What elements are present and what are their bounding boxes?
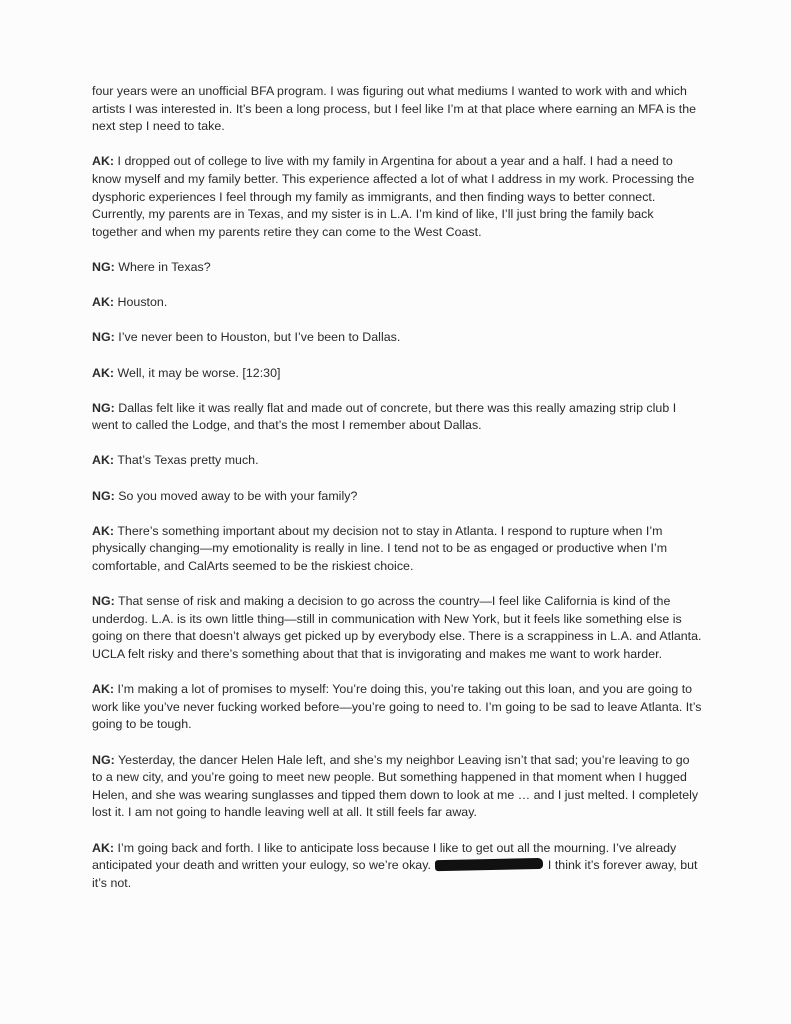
exchange-text: Dallas felt like it was really flat and made out of concrete, but there was this really amazing strip club I went to called the Lodge, and that’s the most I remember about Dallas. [92,400,677,433]
exchange-paragraph [92,452,702,470]
exchange-text: That’s Texas pretty much. [114,453,259,468]
redaction-mark [435,858,543,871]
exchange-text: I’m making a lot of promises to myself: You’re doing this, you’re taking out this loan, and you are going to work like you’ve never fucking worked before—you’re going to need to. I’m going to be sad to leave Atlanta. It’s going to be tough. [92,682,702,732]
speaker-label: NG: [92,259,115,274]
exchange-text: That sense of risk and making a decision to go across the country—I feel like California is kind of the underdog. L.A. is its own little thing—still in communication with New York, but it feels like something else is going on there that doesn’t always get picked up by everybody else. There is a scrappiness in L.A. and Atlanta. UCLA felt risky and there’s something about that that is invigorating and makes me want to work harder. [92,594,702,661]
speaker-label: AK: [92,682,115,697]
exchange-text: I’ve never been to Houston, but I’ve been to Dallas. [114,330,401,345]
interview-transcript [92,83,702,910]
exchange-text: I dropped out of college to live with my family in Argentina for about a year and a half. I had a need to know myself and my family better. This experience affected a lot of what I address in my work. Processing the dysphoric experiences I feel through my family as immigrants, and then finding ways to better connect. Currently, my parents are in Texas, and my sister is in L.A. I’m kind of like, I’ll just bring the family back together and when my parents retire they can come to the West Coast. [92,154,695,239]
exchange-text: So you moved away to be with your family? [114,488,358,503]
exchange-paragraph [92,259,702,277]
exchange-text: Where in Texas? [114,259,211,274]
speaker-label: NG: [92,330,115,345]
exchange-text: There’s something important about my decision not to stay in Atlanta. I respond to rupture when I’m physically changing—my emotionality is really in line. I tend not to be as engaged or productive when I’m comfortable, and CalArts seemed to be the riskiest choice. [92,523,668,574]
exchange-paragraph [92,365,702,383]
exchange-paragraph [92,681,702,734]
exchange-paragraph [92,752,702,822]
exchange-paragraph [92,523,702,576]
speaker-label: AK: [92,365,115,380]
exchange-paragraph [92,400,702,435]
speaker-label: AK: [92,523,115,538]
speaker-label: NG: [92,488,115,503]
speaker-label: AK: [92,453,115,468]
intro-paragraph: four years were an unofficial BFA program. I was figuring out what mediums I wanted to work with and which artists I was interested in. It’s been a long process, but I feel like I’m at that place where earning an MFA is the next step I need to take. [92,84,697,134]
speaker-label: NG: [92,752,115,767]
speaker-label: AK: [92,154,115,169]
final-exchange-paragraph [92,840,702,893]
exchange-text: I’m going back and forth. I like to anticipate loss because I like to get out all the mourning. I’ve already anticipated your death and written your eulogy, so we’re okay. [92,840,677,873]
exchange-paragraph [92,153,702,241]
exchange-paragraph [92,488,702,506]
exchange-paragraph [92,294,702,312]
exchange-text: Well, it may be worse. [12:30] [114,365,281,380]
exchange-text: Houston. [114,295,168,310]
exchange-text-continued: I think it’s forever away, but it’s not. [92,858,698,890]
speaker-label: NG: [92,594,115,609]
exchange-paragraph [92,593,702,663]
speaker-label: NG: [92,400,115,415]
speaker-label: AK: [92,840,115,855]
speaker-label: AK: [92,295,115,310]
exchange-text: Yesterday, the dancer Helen Hale left, and she’s my neighbor Leaving isn’t that sad; you’re leaving to go to a new city, and you’re going to meet new people. But something happened in that moment when I hugged Helen, and she was wearing sunglasses and tipped them down to look at me … and I just melted. I completely lost it. I am not going to handle leaving well at all. It still feels far away. [92,752,699,820]
exchange-paragraph [92,329,702,347]
